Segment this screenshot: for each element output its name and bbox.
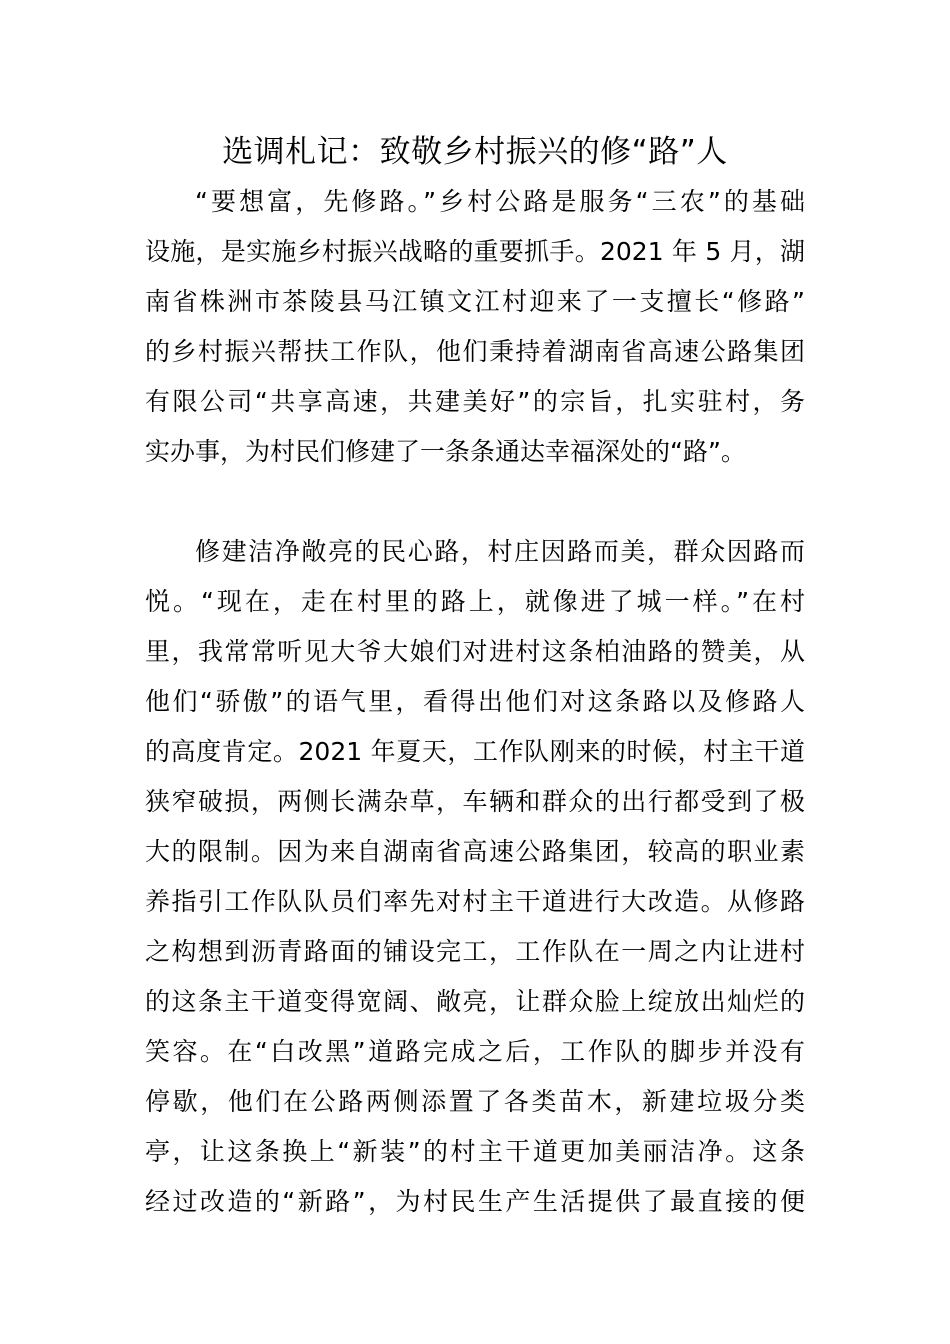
paragraph-2-line-10: 的这条主干道变得宽阔、敞亮，让群众脸上绽放出灿烂的	[145, 987, 805, 1016]
paragraph-2-line-4: 他们“骄傲”的语气里，看得出他们对这条路以及修路人	[145, 687, 805, 716]
paragraph-2-line-12: 停歇，他们在公路两侧添置了各类苗木，新建垃圾分类	[145, 1087, 805, 1116]
paragraph-1-line-5: 有限公司“共享高速，共建美好”的宗旨，扎实驻村，务	[145, 387, 805, 416]
paragraph-1-line-4: 的乡村振兴帮扶工作队，他们秉持着湖南省高速公路集团	[145, 337, 805, 366]
paragraph-2-line-8: 养指引工作队队员们率先对村主干道进行大改造。从修路	[145, 887, 805, 916]
paragraph-2-line-1: 修建洁净敞亮的民心路，村庄因路而美，群众因路而	[195, 537, 805, 566]
paragraph-2-line-2: 悦。“现在，走在村里的路上，就像进了城一样。”在村	[145, 587, 805, 616]
paragraph-2-line-7: 大的限制。因为来自湖南省高速公路集团，较高的职业素	[145, 837, 805, 866]
paragraph-2-line-6: 狭窄破损，两侧长满杂草，车辆和群众的出行都受到了极	[145, 787, 805, 816]
document-title: 选调札记：致敬乡村振兴的修“路”人	[222, 134, 728, 170]
paragraph-2-line-14: 经过改造的“新路”，为村民生产生活提供了最直接的便	[145, 1187, 805, 1216]
paragraph-2-line-13: 亭，让这条换上“新装”的村主干道更加美丽洁净。这条	[145, 1137, 805, 1166]
paragraph-1-line-6: 实办事，为村民们修建了一条条通达幸福深处的“路”。	[145, 437, 746, 466]
paragraph-1-line-1: “要想富，先修路。”乡村公路是服务“三农”的基础	[195, 187, 805, 216]
paragraph-1-line-2: 设施，是实施乡村振兴战略的重要抓手。2021 年 5 月，湖	[145, 237, 805, 266]
paragraph-2-line-5: 的高度肯定。2021 年夏天，工作队刚来的时候，村主干道	[145, 737, 805, 766]
paragraph-2-line-11: 笑容。在“白改黑”道路完成之后，工作队的脚步并没有	[145, 1037, 805, 1066]
paragraph-1-line-3: 南省株洲市茶陵县马江镇文江村迎来了一支擅长“修路”	[145, 287, 805, 316]
paragraph-2-line-9: 之构想到沥青路面的铺设完工，工作队在一周之内让进村	[145, 937, 805, 966]
paragraph-2-line-3: 里，我常常听见大爷大娘们对进村这条柏油路的赞美，从	[145, 637, 805, 666]
